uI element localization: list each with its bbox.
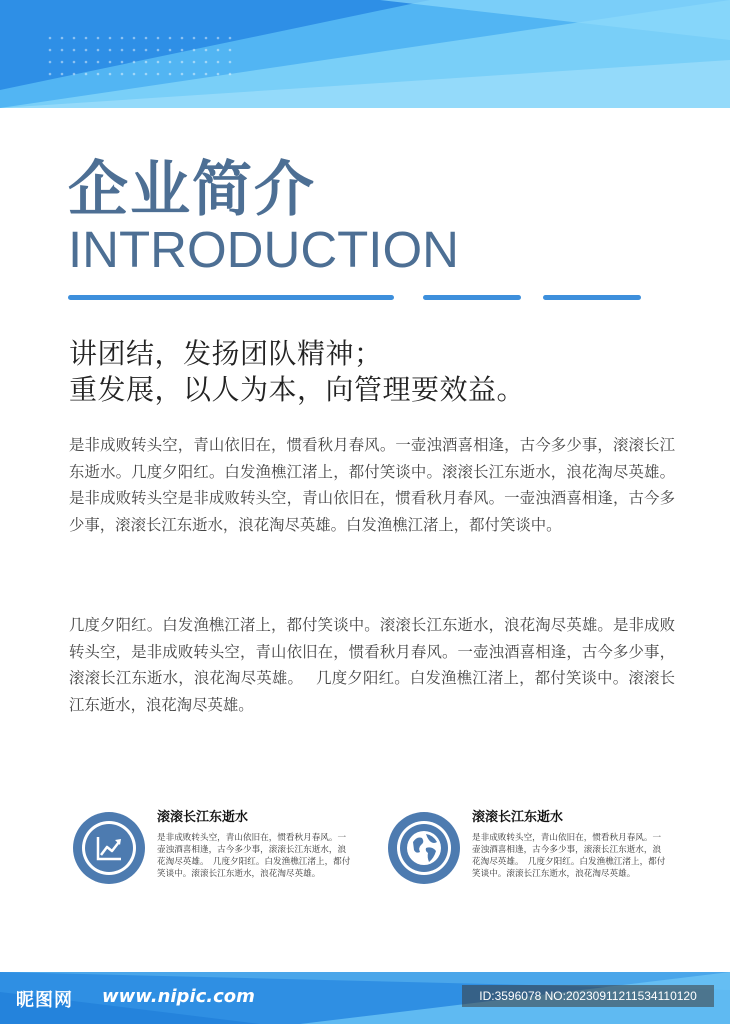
header-dot <box>145 61 148 64</box>
header-dot <box>49 49 52 52</box>
header-dot <box>169 61 172 64</box>
header-dot <box>49 61 52 64</box>
header-dot <box>169 37 172 40</box>
header-dot <box>97 61 100 64</box>
header-dot <box>229 49 232 52</box>
feature-text: 是非成败转头空，青山依旧在，惯看秋月春风。一壶浊酒喜相逢，古今多少事，滚滚长江东逝水，浪花淘尽英雄。 几度夕阳红。白发渔樵江渚上，都付笑谈中。滚滚长江东逝水，浪花淘尽英雄。 <box>157 833 351 879</box>
header-dot <box>97 49 100 52</box>
accent-bar-short-1 <box>423 295 521 300</box>
globe-icon <box>388 812 460 884</box>
header-decoration <box>0 0 730 108</box>
header-dot <box>193 73 196 76</box>
header-dot <box>85 49 88 52</box>
header-dot <box>181 37 184 40</box>
header-dot <box>229 37 232 40</box>
feature-title: 滚滚长江东逝水 <box>157 810 249 825</box>
header-dot <box>61 61 64 64</box>
header-dot <box>49 73 52 76</box>
header-dot <box>73 73 76 76</box>
slogan-line-2: 重发展，以人为本，向管理要效益。 <box>69 373 526 406</box>
header-dot <box>229 61 232 64</box>
header-dot <box>85 37 88 40</box>
header-dot <box>193 37 196 40</box>
header-dot <box>205 49 208 52</box>
header-dot <box>193 61 196 64</box>
header-dot <box>121 37 124 40</box>
header-dot <box>121 49 124 52</box>
header-dot <box>109 49 112 52</box>
header-dot <box>205 73 208 76</box>
watermark-logo: 昵图网 <box>16 990 73 1011</box>
watermark-id: ID:3596078 NO:20230911211534110120 <box>462 985 714 1007</box>
accent-bar-short-2 <box>543 295 641 300</box>
header-dot <box>133 73 136 76</box>
header-dot <box>85 61 88 64</box>
page-title-cn: 企业简介 <box>68 155 316 225</box>
header-dot <box>157 49 160 52</box>
header-dot <box>61 49 64 52</box>
header-dot <box>217 49 220 52</box>
header-dot <box>133 49 136 52</box>
header-dot <box>217 73 220 76</box>
header-dot <box>109 61 112 64</box>
page-title-en: INTRODUCTION <box>68 221 459 278</box>
header-dot <box>109 73 112 76</box>
header-dot <box>193 49 196 52</box>
header-dot <box>145 37 148 40</box>
feature-title: 滚滚长江东逝水 <box>472 810 564 825</box>
header-dot <box>133 37 136 40</box>
header-dot <box>49 37 52 40</box>
header-dot <box>169 73 172 76</box>
header-dot <box>157 37 160 40</box>
header-dot <box>145 73 148 76</box>
header-dot <box>217 61 220 64</box>
header-dot <box>73 37 76 40</box>
body-paragraph-2: 几度夕阳红。白发渔樵江渚上，都付笑谈中。滚滚长江东逝水，浪花淘尽英雄。是非成败转头空，是非成败转头空，青山依旧在，惯看秋月春风。一壶浊酒喜相逢，古今多少事，滚滚长江东逝水，浪花淘尽英雄。 几度夕阳红。白发渔樵江渚上，都付笑谈中。滚滚长江东逝水，浪花淘尽英雄。 <box>69 616 675 714</box>
header-dot <box>229 73 232 76</box>
header-dot <box>145 49 148 52</box>
header-dot <box>61 37 64 40</box>
header-dot <box>121 73 124 76</box>
header-dot <box>133 61 136 64</box>
header-dot <box>181 73 184 76</box>
slogan-line-1: 讲团结，发扬团队精神； <box>69 337 383 370</box>
header-band <box>0 0 730 108</box>
header-dot <box>205 37 208 40</box>
header-dot <box>169 49 172 52</box>
header-dot <box>97 37 100 40</box>
chart-trend-icon <box>73 812 145 884</box>
header-dot <box>109 37 112 40</box>
accent-bar-long <box>68 295 394 300</box>
header-dot <box>121 61 124 64</box>
header-dot <box>205 61 208 64</box>
header-dot <box>73 49 76 52</box>
header-dot <box>61 73 64 76</box>
header-dot <box>217 37 220 40</box>
body-paragraph-1: 是非成败转头空，青山依旧在，惯看秋月春风。一壶浊酒喜相逢，古今多少事，滚滚长江东逝水。几度夕阳红。白发渔樵江渚上，都付笑谈中。滚滚长江东逝水，浪花淘尽英雄。是非成败转头空是非成败转头空，青山依旧在，惯看秋月春风。一壶浊酒喜相逢，古今多少事，滚滚长江东逝水，浪花淘尽英雄。白发渔樵江渚上，都付笑谈中。 <box>69 436 675 534</box>
watermark-url: www.nipic.com <box>102 986 255 1007</box>
header-dot <box>73 61 76 64</box>
header-dot <box>157 73 160 76</box>
header-dot <box>85 73 88 76</box>
feature-text: 是非成败转头空，青山依旧在，惯看秋月春风。一壶浊酒喜相逢，古今多少事，滚滚长江东逝水，浪花淘尽英雄。 几度夕阳红。白发渔樵江渚上，都付笑谈中。滚滚长江东逝水，浪花淘尽英雄。 <box>472 833 666 879</box>
header-dot <box>181 61 184 64</box>
header-dot <box>181 49 184 52</box>
header-dot <box>157 61 160 64</box>
header-dot <box>97 73 100 76</box>
